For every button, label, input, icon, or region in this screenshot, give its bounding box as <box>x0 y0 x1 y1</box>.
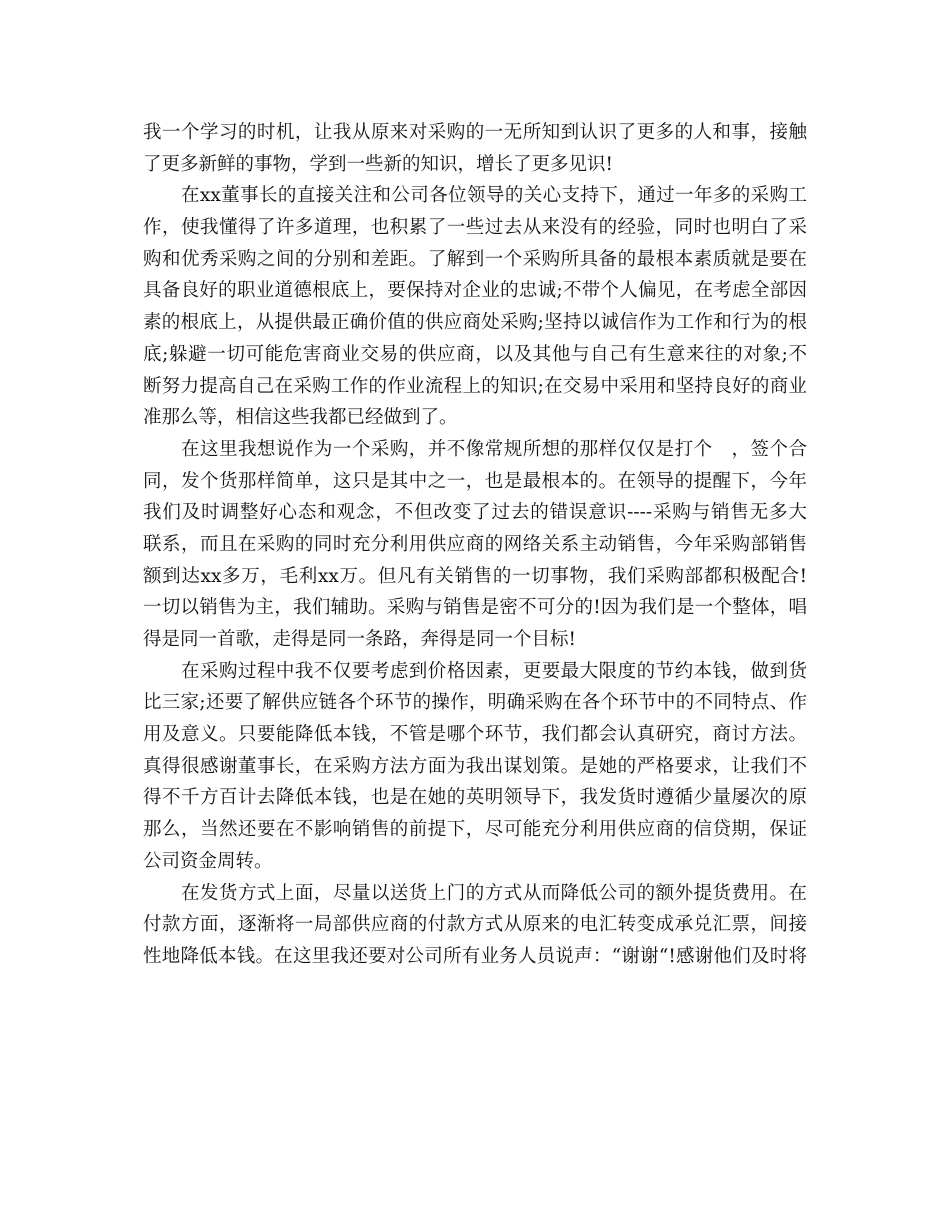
text-line-19: 比三家;还要了解供应链各个环节的操作，明确采购在各个环节中的不同特点、作 <box>143 692 807 714</box>
text-line-23: 那么，当然还要在不影响销售的前提下，尽可能充分利用供应商的信贷期，保证 <box>143 819 807 841</box>
text-line-27: 性地降低本钱。在这里我还要对公司所有业务人员说声：“谢谢“!感谢他们及时将 <box>143 945 807 967</box>
text-line-11: 在这里我想说作为一个采购，并不像常规所想的那样仅仅是打个 ，签个合 <box>181 438 807 460</box>
text-line-13: 我们及时调整好心态和观念，不但改变了过去的错误意识----采购与销售无多大 <box>143 502 807 524</box>
body-text <box>143 117 807 973</box>
text-line-3: 在xx董事长的直接关注和公司各位领导的关心支持下，通过一年多的采购工 <box>181 185 807 207</box>
text-line-5: 购和优秀采购之间的分别和差距。了解到一个采购所具备的最根本素质就是要在 <box>143 248 807 270</box>
text-line-10: 准那么等，相信这些我都已经做到了。 <box>143 407 458 429</box>
text-line-26: 付款方面，逐渐将一局部供应商的付款方式从原来的电汇转变成承兑汇票，间接 <box>143 914 807 936</box>
text-line-24: 公司资金周转。 <box>143 850 273 872</box>
text-line-18: 在采购过程中我不仅要考虑到价格因素，更要最大限度的节约本钱，做到货 <box>181 660 807 682</box>
text-line-9: 断努力提高自己在采购工作的作业流程上的知识;在交易中采用和坚持良好的商业 <box>143 375 807 397</box>
text-line-16: 一切以销售为主，我们辅助。采购与销售是密不可分的!因为我们是一个整体，唱 <box>143 597 807 619</box>
text-line-4: 作，使我懂得了许多道理，也积累了一些过去从来没有的经验，同时也明白了采 <box>143 217 807 239</box>
text-line-12: 同，发个货那样简单，这只是其中之一，也是最根本的。在领导的提醒下，今年 <box>143 470 807 492</box>
text-line-25: 在发货方式上面，尽量以送货上门的方式从而降低公司的额外提货费用。在 <box>181 882 807 904</box>
text-line-14: 联系，而且在采购的同时充分利用供应商的网络关系主动销售，今年采购部销售 <box>143 533 807 555</box>
text-line-6: 具备良好的职业道德根底上，要保持对企业的忠诚;不带个人偏见，在考虑全部因 <box>143 280 807 302</box>
text-line-21: 真得很感谢董事长，在采购方法方面为我出谋划策。是她的严格要求，让我们不 <box>143 755 807 777</box>
text-line-2: 了更多新鲜的事物，学到一些新的知识，增长了更多见识! <box>143 153 613 175</box>
text-line-1: 我一个学习的时机，让我从原来对采购的一无所知到认识了更多的人和事，接触 <box>143 122 807 143</box>
text-line-17: 得是同一首歌，走得是同一条路，奔得是同一个目标! <box>143 629 576 650</box>
text-line-8: 底;躲避一切可能危害商业交易的供应商，以及其他与自己有生意来往的对象;不 <box>143 343 807 365</box>
text-line-15: 额到达xx多万，毛利xx万。但凡有关销售的一切事物，我们采购部都积极配合! <box>143 565 807 587</box>
text-line-7: 素的根底上，从提供最正确价值的供应商处采购;坚持以诚信作为工作和行为的根 <box>143 312 807 334</box>
text-line-20: 用及意义。只要能降低本钱，不管是哪个环节，我们都会认真研究，商讨方法。 <box>143 724 807 746</box>
text-line-22: 得不千方百计去降低本钱，也是在她的英明领导下，我发货时遵循少量屡次的原 <box>143 787 807 809</box>
